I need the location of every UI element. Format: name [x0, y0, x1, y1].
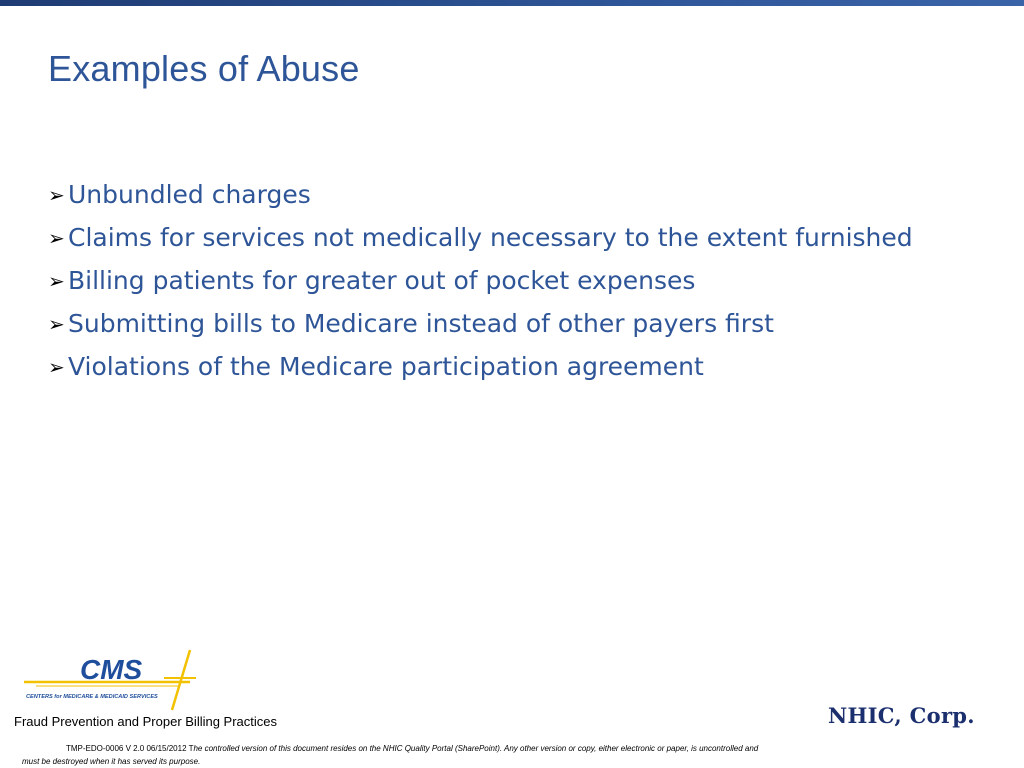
- arrow-bullet-icon: ➢: [48, 355, 65, 379]
- slide-title: Examples of Abuse: [48, 48, 360, 89]
- arrow-bullet-icon: ➢: [48, 269, 65, 293]
- document-code: TMP-EDO-0006 V 2.0 06/15/2012 T: [66, 744, 194, 753]
- top-accent-bar: [0, 0, 1024, 6]
- bullet-item: [48, 352, 948, 382]
- cms-logo: [18, 648, 198, 714]
- disclaimer-line-2: must be destroyed when it has served its purpose.: [22, 757, 201, 766]
- document-disclaimer: [22, 742, 982, 768]
- bullet-item: [48, 180, 948, 210]
- disclaimer-line-1: [22, 742, 982, 755]
- bullet-text: Violations of the Medicare participation agreement: [68, 352, 704, 381]
- arrow-bullet-icon: ➢: [48, 226, 65, 250]
- bullet-text: Claims for services not medically necessary to the extent furnished: [68, 223, 913, 252]
- bullet-item: [48, 266, 948, 296]
- cms-logo-wordmark: CMS: [80, 654, 143, 685]
- nhic-logo: NHIC, Corp.: [828, 703, 975, 728]
- bullet-item: [48, 309, 948, 339]
- bullet-list: [48, 180, 948, 395]
- arrow-bullet-icon: ➢: [48, 183, 65, 207]
- bullet-text: Unbundled charges: [68, 180, 311, 209]
- presentation-title: Fraud Prevention and Proper Billing Practices: [14, 714, 278, 729]
- cms-logo-subtext: CENTERS for MEDICARE & MEDICAID SERVICES: [26, 694, 158, 700]
- bullet-text: Submitting bills to Medicare instead of other payers first: [68, 309, 774, 338]
- arrow-bullet-icon: ➢: [48, 312, 65, 336]
- bullet-item: [48, 223, 948, 253]
- bullet-text: Billing patients for greater out of pocket expenses: [68, 266, 696, 295]
- disclaimer-text: he controlled version of this document resides on the NHIC Quality Portal (SharePoint). Any other version or copy, either electronic or paper, is uncontrolled and: [193, 744, 759, 753]
